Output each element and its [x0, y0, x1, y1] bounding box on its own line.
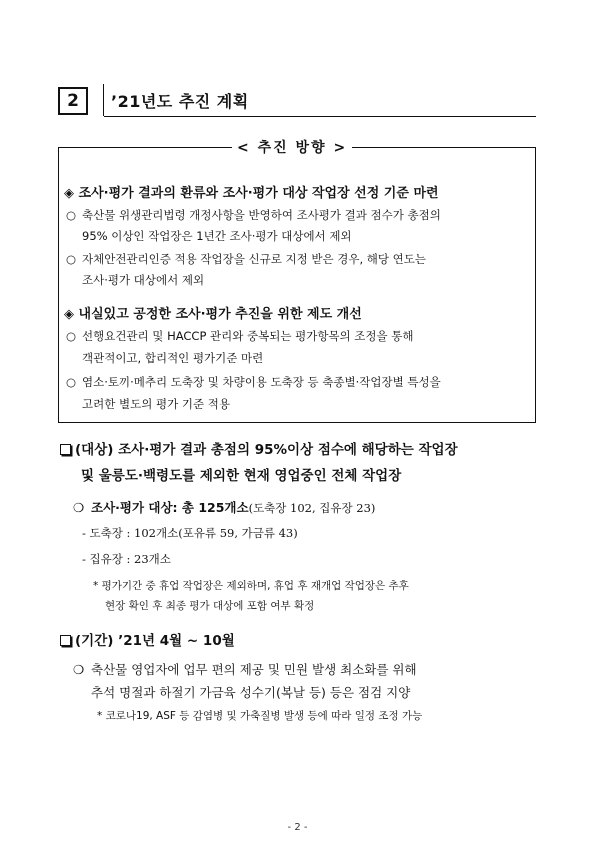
section-title: ’21년도 추진 계획 [111, 92, 249, 111]
target-note: * 평가기간 중 휴업 작업장은 제외하며, 휴업 후 재개업 작업장은 추후 [93, 580, 409, 592]
direction-heading-1 [64, 182, 439, 201]
target-note-continuation: 현장 확인 후 최종 평가 대상에 포함 여부 확정 [105, 600, 315, 612]
ring-bullet-icon: ○ [66, 252, 77, 266]
direction-point-text: 축산물 위생관리법령 개정사항을 반영하여 조사평가 결과 점수가 총점의 [82, 208, 441, 222]
circle-bullet-icon: ❍ [73, 662, 85, 677]
diamond-bullet-icon: ◈ [64, 186, 74, 201]
direction-heading-2 [64, 303, 362, 322]
target-heading [60, 438, 458, 458]
direction-point-continuation: 고려한 별도의 평가 기준 적용 [82, 397, 230, 411]
square-bullet-icon [60, 444, 71, 455]
direction-point [66, 374, 441, 390]
square-bullet-icon [60, 635, 71, 646]
period-heading [60, 629, 235, 649]
section-divider [103, 84, 104, 116]
ring-bullet-icon: ○ [66, 329, 77, 343]
target-count-bold: 조사·평가 대상: 총 125개소 [91, 500, 249, 515]
direction-point [66, 251, 426, 267]
section-number: 2 [58, 87, 88, 115]
target-count [73, 498, 375, 516]
diamond-bullet-icon: ◈ [64, 307, 74, 322]
direction-point [66, 207, 441, 223]
page-number: - 2 - [287, 822, 308, 833]
direction-point-continuation: 객관적이고, 합리적인 평가기준 마련 [82, 351, 264, 365]
period-point-continuation: 추석 명절과 하절기 가금육 성수기(복날 등) 등은 점검 지양 [91, 685, 411, 700]
target-sub-slaughterhouse: - 도축장 : 102개소(포유류 59, 가금류 43) [82, 526, 298, 540]
period-point [73, 660, 417, 678]
section-underline [104, 116, 536, 117]
ring-bullet-icon: ○ [66, 375, 77, 389]
target-heading-text: (대상) 조사·평가 결과 총점의 95%이상 점수에 해당하는 작업장 [75, 442, 458, 458]
circle-bullet-icon: ❍ [73, 500, 85, 515]
direction-point-text: 염소·토끼·메추리 도축장 및 차량이용 도축장 등 축종별·작업장별 특성을 [82, 375, 441, 389]
period-note: * 코로나19, ASF 등 감염병 및 가축질병 발생 등에 따라 일정 조정 가능 [97, 710, 423, 722]
direction-box-title: < 추진 방향 > [232, 137, 352, 157]
target-sub-milk-collection: - 집유장 : 23개소 [82, 552, 171, 566]
period-point-text: 축산물 영업자에 업무 편의 제공 및 민원 발생 최소화를 위해 [91, 662, 417, 677]
direction-heading-text: 조사·평가 결과의 환류와 조사·평가 대상 작업장 선정 기준 마련 [78, 186, 439, 201]
target-count-detail: (도축장 102, 집유장 23) [248, 501, 376, 515]
direction-point-text: 선행요건관리 및 HACCP 관리와 중복되는 평가항목의 조정을 통해 [82, 329, 414, 343]
target-heading-continuation: 및 울릉도·백령도를 제외한 현재 영업중인 전체 작업장 [81, 468, 402, 484]
ring-bullet-icon: ○ [66, 208, 77, 222]
direction-point-continuation: 95% 이상인 작업장은 1년간 조사·평가 대상에서 제외 [82, 229, 352, 243]
direction-point [66, 328, 414, 344]
period-heading-text: (기간) ’21년 4월 ~ 10월 [75, 633, 235, 649]
direction-heading-text: 내실있고 공정한 조사·평가 추진을 위한 제도 개선 [78, 307, 362, 322]
direction-point-continuation: 조사·평가 대상에서 제외 [82, 273, 205, 287]
direction-point-text: 자체안전관리인증 적용 작업장을 신규로 지정 받은 경우, 해당 연도는 [82, 252, 426, 266]
